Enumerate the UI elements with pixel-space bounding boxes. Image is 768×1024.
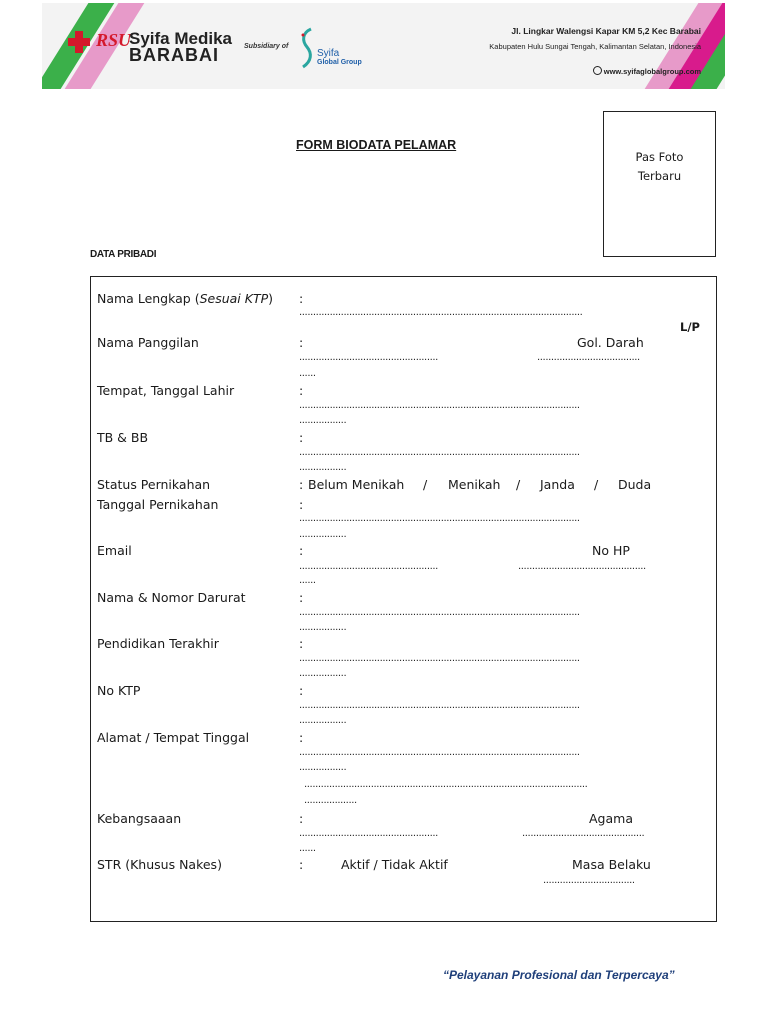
field-no-hp[interactable]: .............................................. (518, 561, 646, 572)
field-tempat-tanggal-lahir[interactable]: ..................................................................................................... (299, 400, 580, 411)
field-nama-panggilan[interactable]: .................................................. (299, 352, 438, 363)
website-text: www.syifaglobalgroup.com (603, 67, 701, 76)
field-alamat-cont: ................. (299, 762, 347, 773)
field-alamat[interactable]: ..................................................................................................... (299, 747, 580, 758)
label-nama-lengkap: Nama Lengkap (Sesuai KTP) (97, 291, 274, 306)
colon: : (299, 291, 304, 306)
field-gol-darah[interactable]: ..................................... (537, 352, 640, 363)
logo-rsu: RSU (96, 30, 132, 50)
colon: : (299, 811, 304, 826)
field-kebangsaan-cont: ...... (299, 843, 316, 854)
label-agama: Agama (589, 811, 633, 826)
form-title: FORM BIODATA PELAMAR (296, 138, 457, 152)
photo-label-1: Pas Foto (635, 150, 684, 164)
field-tanggal-pernikahan-cont: ................. (299, 529, 347, 540)
field-kontak-darurat-cont: ................. (299, 622, 347, 633)
red-cross-icon (68, 31, 90, 53)
group-subtitle: Global Group (317, 59, 362, 66)
label-alamat: Alamat / Tempat Tinggal (97, 730, 250, 745)
colon: : (299, 683, 304, 698)
colon: : (299, 477, 304, 492)
field-alamat-line2[interactable]: ...................................................................................................... (304, 779, 588, 790)
field-tb-bb-cont: ................. (299, 462, 347, 473)
colon: : (299, 857, 304, 872)
option-aktif-tidak-aktif[interactable]: Aktif / Tidak Aktif (341, 857, 448, 872)
website (593, 66, 701, 76)
label-email: Email (97, 543, 132, 558)
field-no-ktp-cont: ................. (299, 715, 347, 726)
label-status-pernikahan: Status Pernikahan (97, 477, 211, 492)
colon: : (299, 590, 304, 605)
field-tempat-tanggal-lahir-cont: ................. (299, 415, 347, 426)
separator: / (423, 477, 428, 492)
field-nama-lengkap[interactable]: ...................................................................................................... (299, 307, 583, 318)
colon: : (299, 636, 304, 651)
globe-icon (593, 66, 602, 75)
label-no-ktp: No KTP (97, 683, 141, 698)
field-pendidikan[interactable]: ..................................................................................................... (299, 653, 580, 664)
label-no-hp: No HP (592, 543, 630, 558)
field-tb-bb[interactable]: ..................................................................................................... (299, 447, 580, 458)
label-tempat-tanggal-lahir: Tempat, Tanggal Lahir (97, 383, 235, 398)
option-duda[interactable]: Duda (618, 477, 652, 492)
label-nama-panggilan: Nama Panggilan (97, 335, 199, 350)
field-kontak-darurat[interactable]: ..................................................................................................... (299, 607, 580, 618)
option-menikah[interactable]: Menikah (448, 477, 501, 492)
photo-box (603, 111, 716, 257)
photo-label-2: Terbaru (637, 169, 682, 183)
field-agama[interactable]: ............................................ (522, 828, 645, 839)
colon: : (299, 383, 304, 398)
hospital-name: Syifa Medika (129, 29, 232, 48)
field-tanggal-pernikahan[interactable]: ..................................................................................................... (299, 513, 580, 524)
field-kebangsaan[interactable]: .................................................. (299, 828, 438, 839)
footer-tagline: “Pelayanan Profesional dan Terpercaya” (443, 968, 675, 982)
group-name: Syifa (317, 48, 340, 59)
field-nama-panggilan-cont: ...... (299, 368, 316, 379)
label-str: STR (Khusus Nakes) (97, 857, 222, 872)
colon: : (299, 497, 304, 512)
label-pendidikan: Pendidikan Terakhir (97, 636, 219, 651)
label-masa-belaku: Masa Belaku (572, 857, 651, 872)
colon: : (299, 543, 304, 558)
colon: : (299, 730, 304, 745)
option-janda[interactable]: Janda (540, 477, 575, 492)
field-pendidikan-cont: ................. (299, 668, 347, 679)
field-alamat-line2-cont: ................... (304, 795, 357, 806)
syifa-logo-icon (300, 27, 314, 69)
option-belum-menikah[interactable]: Belum Menikah (308, 477, 405, 492)
separator: / (594, 477, 599, 492)
label-tanggal-pernikahan: Tanggal Pernikahan (97, 497, 219, 512)
separator: / (516, 477, 521, 492)
hospital-city: BARABAI (129, 45, 219, 65)
colon: : (299, 430, 304, 445)
address-line-2: Kabupaten Hulu Sungai Tengah, Kalimantan Selatan, Indonesia (489, 42, 701, 51)
section-title: DATA PRIBADI (90, 249, 157, 260)
field-email[interactable]: .................................................. (299, 561, 438, 572)
label-kebangsaan: Kebangsaaan (97, 811, 182, 826)
label-lp: L/P (680, 320, 700, 334)
field-email-cont: ...... (299, 575, 316, 586)
label-kontak-darurat: Nama & Nomor Darurat (97, 590, 246, 605)
label-gol-darah: Gol. Darah (577, 335, 644, 350)
field-masa-belaku[interactable]: ................................. (543, 875, 635, 886)
label-tb-bb: TB & BB (97, 430, 149, 445)
field-no-ktp[interactable]: ..................................................................................................... (299, 700, 580, 711)
colon: : (299, 335, 304, 350)
address-line-1: Jl. Lingkar Walengsi Kapar KM 5,2 Kec Barabai (511, 26, 701, 36)
subsidiary-label: Subsidiary of (244, 43, 289, 50)
